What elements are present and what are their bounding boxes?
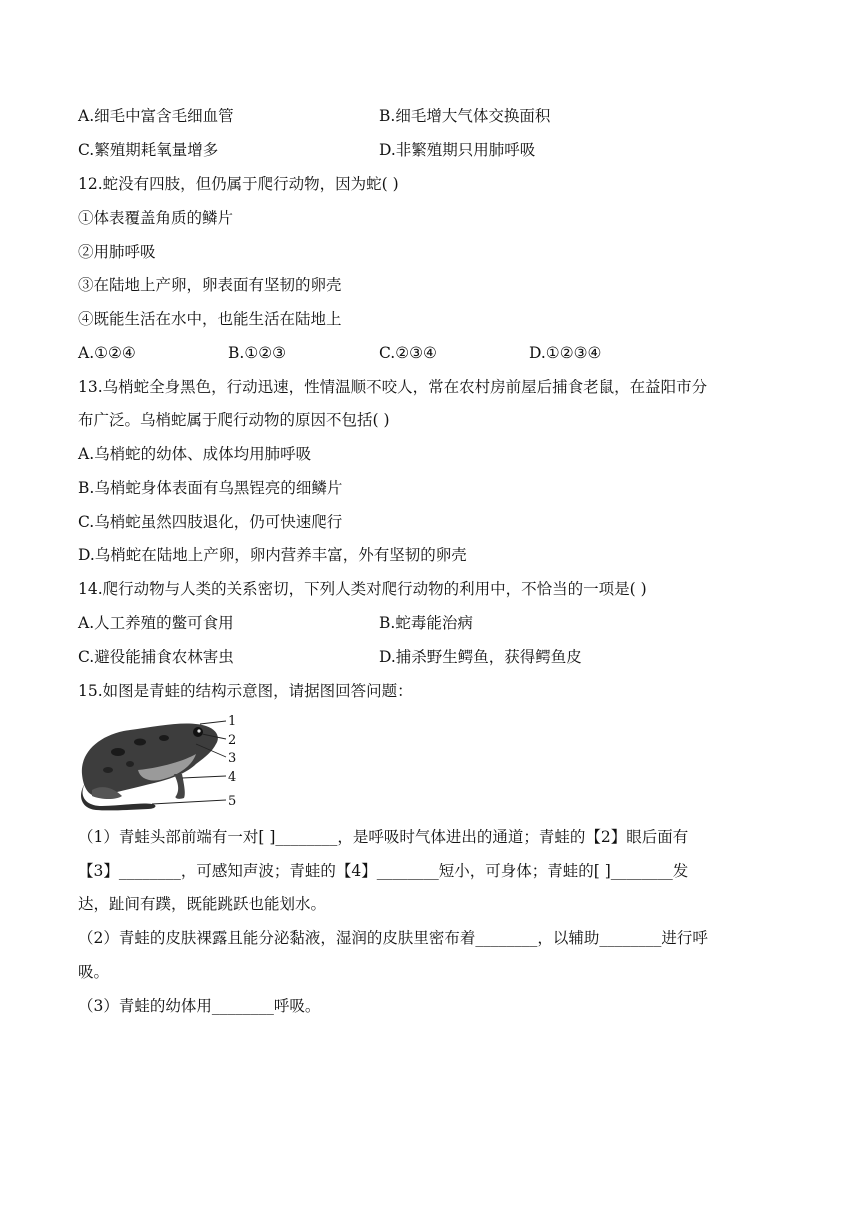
q12-option-a: A.①②④	[78, 344, 136, 362]
q15-part1-line-3: 达，趾间有蹼，既能跳跃也能划水。	[78, 895, 327, 913]
q12-statement-4: ④既能生活在水中，也能生活在陆地上	[78, 310, 342, 328]
q12-statement-1: ①体表覆盖角质的鳞片	[78, 209, 234, 227]
q12-option-d: D.①②③④	[529, 344, 602, 362]
q12-statement-3: ③在陆地上产卵，卵表面有坚韧的卵壳	[78, 276, 342, 294]
diagram-label-1: 1	[228, 714, 237, 729]
q13-option-c: C.乌梢蛇虽然四肢退化，仍可快速爬行	[78, 513, 343, 531]
leader-line-1	[200, 721, 226, 724]
q14-option-b: B.蛇毒能治病	[379, 614, 473, 632]
q13-stem-line-2: 布广泛。乌梢蛇属于爬行动物的原因不包括( )	[78, 411, 390, 429]
q15-part1-line-2: 【3】________，可感知声波；青蛙的【4】________短小，可身体；青蛙的[ ]________发	[78, 862, 689, 880]
q14-option-a: A.人工养殖的鳖可食用	[78, 614, 234, 632]
q12-stem: 12.蛇没有四肢，但仍属于爬行动物，因为蛇( )	[78, 175, 399, 193]
q11-option-b: B.细毛增大气体交换面积	[379, 107, 551, 125]
q11-option-a: A.细毛中富含毛细血管	[78, 107, 234, 125]
q13-option-d: D.乌梢蛇在陆地上产卵，卵内营养丰富，外有坚韧的卵壳	[78, 546, 467, 564]
frog-structure-diagram	[78, 712, 238, 812]
diagram-label-2: 2	[228, 733, 237, 748]
q15-part2-line-2: 吸。	[78, 963, 110, 981]
leader-line-4	[182, 776, 226, 778]
q14-option-c: C.避役能捕食农林害虫	[78, 648, 234, 666]
q11-option-c: C.繁殖期耗氧量增多	[78, 141, 219, 159]
q13-option-a: A.乌梢蛇的幼体、成体均用肺呼吸	[78, 445, 312, 463]
q12-option-c: C.②③④	[379, 344, 437, 362]
leader-line-5	[152, 800, 226, 804]
q13-option-b: B.乌梢蛇身体表面有乌黑锃亮的细鳞片	[78, 479, 343, 497]
q14-option-d: D.捕杀野生鳄鱼，获得鳄鱼皮	[379, 648, 582, 666]
q13-stem-line-1: 13.乌梢蛇全身黑色，行动迅速，性情温顺不咬人，常在农村房前屋后捕食老鼠，在益阳市分	[78, 378, 708, 396]
q15-stem: 15.如图是青蛙的结构示意图，请据图回答问题：	[78, 682, 413, 700]
diagram-label-4: 4	[228, 770, 237, 785]
diagram-label-5: 5	[228, 794, 237, 809]
q15-part1-line-1: （1）青蛙头部前端有一对[ ]________，是呼吸时气体进出的通道；青蛙的【2】眼后面有	[78, 828, 689, 846]
q14-stem: 14.爬行动物与人类的关系密切，下列人类对爬行动物的利用中，不恰当的一项是( )	[78, 580, 647, 598]
diagram-label-3: 3	[228, 751, 237, 766]
q11-option-d: D.非繁殖期只用肺呼吸	[379, 141, 536, 159]
q15-part2-line-1: （2）青蛙的皮肤裸露且能分泌黏液，湿润的皮肤里密布着________，以辅助________进行呼	[78, 929, 708, 947]
q12-option-b: B.①②③	[228, 344, 287, 362]
q12-statement-2: ②用肺呼吸	[78, 243, 156, 261]
q15-part3: （3）青蛙的幼体用________呼吸。	[78, 997, 321, 1015]
